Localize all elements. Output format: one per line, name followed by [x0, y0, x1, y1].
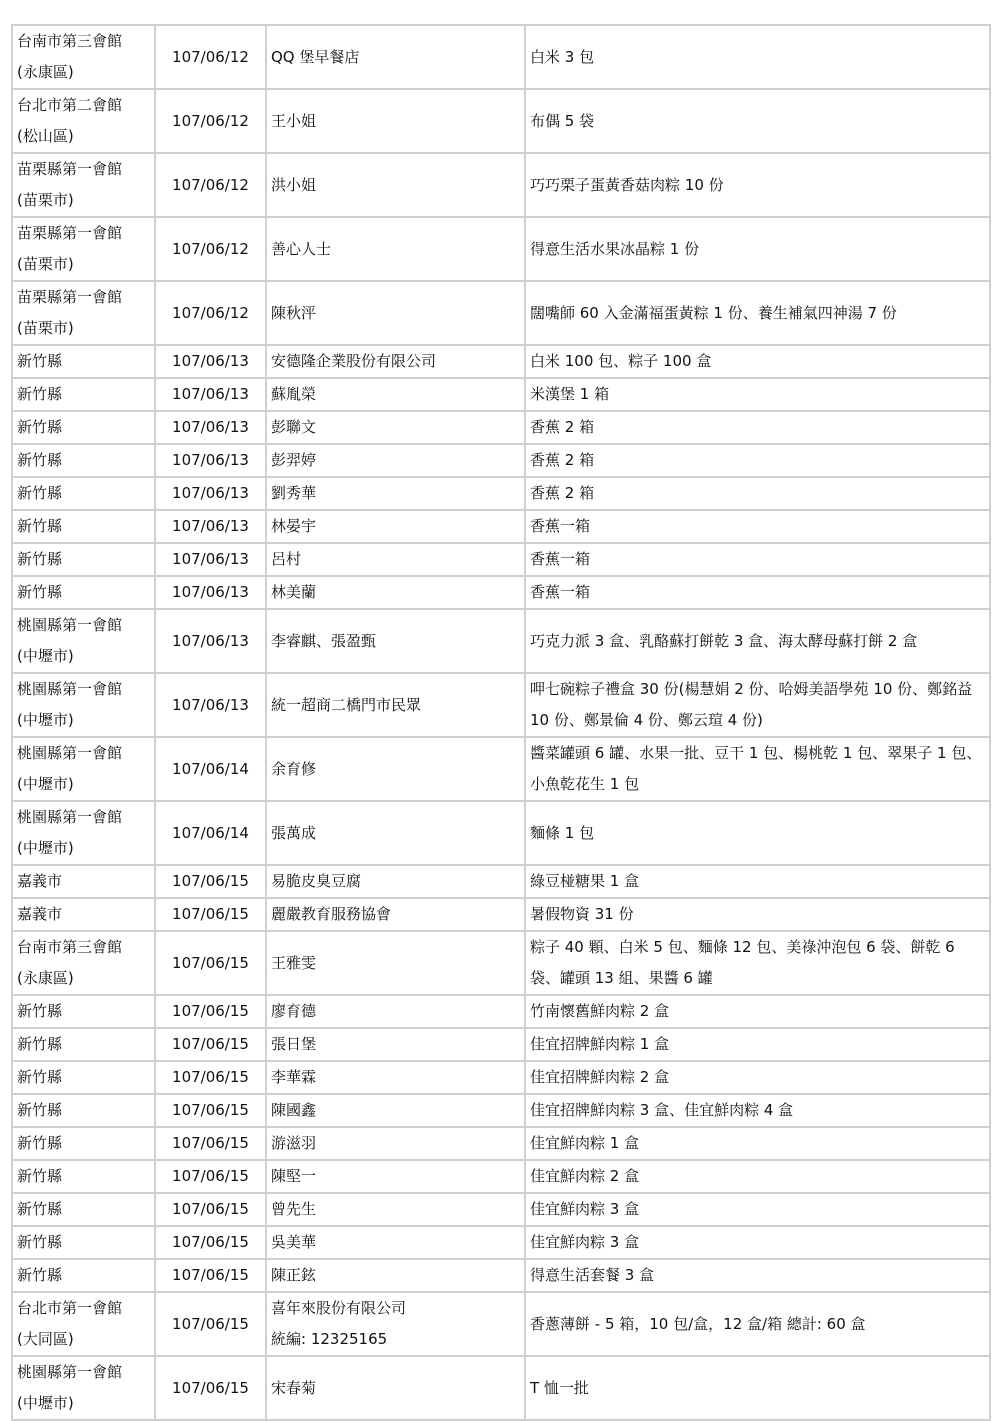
items-cell: 香蕉一箱	[525, 543, 990, 576]
table-row	[12, 444, 990, 477]
items-cell: 布偶 5 袋	[525, 89, 990, 153]
donor-cell	[266, 865, 525, 898]
venue-cell	[12, 609, 155, 673]
donor-cell	[266, 995, 525, 1028]
date-cell: 107/06/13	[155, 543, 266, 576]
venue-line: (中壢市)	[17, 1394, 74, 1412]
date-cell: 107/06/13	[155, 477, 266, 510]
date-cell: 107/06/13	[155, 609, 266, 673]
date-cell: 107/06/13	[155, 673, 266, 737]
venue-cell	[12, 865, 155, 898]
date-cell: 107/06/12	[155, 25, 266, 89]
donor-cell	[266, 89, 525, 153]
date-cell: 107/06/13	[155, 444, 266, 477]
venue-cell	[12, 444, 155, 477]
venue-line: 新竹縣	[17, 1068, 63, 1086]
date-cell: 107/06/15	[155, 1160, 266, 1193]
table-row	[12, 25, 990, 89]
donor-cell	[266, 25, 525, 89]
date-cell: 107/06/14	[155, 801, 266, 865]
venue-line: 桃園縣第一會館	[17, 744, 123, 762]
donor-cell	[266, 576, 525, 609]
date-cell: 107/06/12	[155, 89, 266, 153]
table-row	[12, 1160, 990, 1193]
venue-cell	[12, 1094, 155, 1127]
donor-line: 陳堅一	[271, 1167, 317, 1185]
table-row	[12, 1292, 990, 1356]
date-cell: 107/06/14	[155, 737, 266, 801]
venue-cell	[12, 898, 155, 931]
donor-cell	[266, 153, 525, 217]
venue-cell	[12, 1061, 155, 1094]
table-row	[12, 1094, 990, 1127]
items-cell: 白米 100 包、粽子 100 盒	[525, 345, 990, 378]
items-cell: 佳宜招牌鮮肉粽 3 盒、佳宜鮮肉粽 4 盒	[525, 1094, 990, 1127]
donor-line: 李睿麒、張盈甄	[271, 631, 377, 650]
venue-cell	[12, 995, 155, 1028]
table-row	[12, 1028, 990, 1061]
items-cell: 麵條 1 包	[525, 801, 990, 865]
donor-cell	[266, 510, 525, 543]
items-cell: 佳宜鮮肉粽 1 盒	[525, 1127, 990, 1160]
table-row	[12, 89, 990, 153]
table-row	[12, 1061, 990, 1094]
table-row	[12, 737, 990, 801]
date-cell: 107/06/15	[155, 865, 266, 898]
venue-line: (永康區)	[17, 969, 74, 987]
table-row	[12, 1193, 990, 1226]
items-cell: 佳宜鮮肉粽 3 盒	[525, 1193, 990, 1226]
venue-line: 桃園縣第一會館	[17, 680, 123, 698]
items-cell: 米漢堡 1 箱	[525, 378, 990, 411]
table-row	[12, 217, 990, 281]
donor-cell	[266, 1226, 525, 1259]
venue-cell	[12, 345, 155, 378]
table-row	[12, 510, 990, 543]
venue-cell	[12, 89, 155, 153]
donor-cell	[266, 345, 525, 378]
table-row	[12, 609, 990, 673]
table-row	[12, 576, 990, 609]
venue-cell	[12, 1127, 155, 1160]
venue-line: 苗栗縣第一會館	[17, 160, 123, 178]
date-cell: 107/06/15	[155, 1061, 266, 1094]
venue-line: 新竹縣	[17, 1200, 63, 1218]
date-cell: 107/06/13	[155, 510, 266, 543]
donor-line: 陳國鑫	[271, 1101, 317, 1119]
venue-line: 嘉義市	[17, 872, 63, 890]
date-cell: 107/06/12	[155, 281, 266, 345]
table-row	[12, 411, 990, 444]
venue-cell	[12, 1259, 155, 1292]
venue-line: 嘉義市	[17, 905, 63, 923]
venue-line: (松山區)	[17, 127, 74, 145]
date-cell: 107/06/12	[155, 217, 266, 281]
donor-cell	[266, 1259, 525, 1292]
venue-line: (苗栗市)	[17, 191, 74, 209]
items-cell: 香蕉 2 箱	[525, 477, 990, 510]
donor-line: 林美蘭	[271, 583, 317, 601]
venue-cell	[12, 1292, 155, 1356]
donor-cell	[266, 1028, 525, 1061]
venue-cell	[12, 1028, 155, 1061]
table-row	[12, 345, 990, 378]
venue-line: (苗栗市)	[17, 319, 74, 337]
table-row	[12, 1259, 990, 1292]
items-cell: 闊嘴師 60 入金滿福蛋黃粽 1 份、養生補氣四神湯 7 份	[525, 281, 990, 345]
donor-line: 李華霖	[271, 1068, 317, 1086]
donor-cell	[266, 1160, 525, 1193]
donor-cell	[266, 378, 525, 411]
venue-cell	[12, 378, 155, 411]
venue-line: 苗栗縣第一會館	[17, 288, 123, 306]
items-cell: 綠豆椪糖果 1 盒	[525, 865, 990, 898]
date-cell: 107/06/13	[155, 576, 266, 609]
table-row	[12, 281, 990, 345]
venue-cell	[12, 1160, 155, 1193]
venue-line: 新竹縣	[17, 451, 63, 469]
table-row	[12, 153, 990, 217]
venue-line: 桃園縣第一會館	[17, 1363, 123, 1381]
donor-line: 王小姐	[271, 111, 317, 130]
date-cell: 107/06/15	[155, 1127, 266, 1160]
venue-line: (中壢市)	[17, 711, 74, 729]
venue-cell	[12, 1356, 155, 1420]
venue-line: 新竹縣	[17, 1101, 63, 1119]
table-row	[12, 1127, 990, 1160]
date-cell: 107/06/15	[155, 1259, 266, 1292]
venue-line: 新竹縣	[17, 1035, 63, 1053]
venue-cell	[12, 801, 155, 865]
venue-cell	[12, 576, 155, 609]
table-row	[12, 995, 990, 1028]
donor-cell	[266, 477, 525, 510]
table-row	[12, 898, 990, 931]
items-cell: 竹南懷舊鮮肉粽 2 盒	[525, 995, 990, 1028]
date-cell: 107/06/13	[155, 411, 266, 444]
date-cell: 107/06/12	[155, 153, 266, 217]
donation-record-sheet	[11, 24, 989, 1421]
table-row	[12, 378, 990, 411]
donor-line: 曾先生	[271, 1200, 317, 1218]
donor-cell	[266, 1094, 525, 1127]
items-cell: 粽子 40 顆、白米 5 包、麵條 12 包、美祿沖泡包 6 袋、餅乾 6 袋、罐頭 13 組、果醬 6 罐	[525, 931, 990, 995]
venue-line: 新竹縣	[17, 1002, 63, 1020]
table-row	[12, 477, 990, 510]
table-row	[12, 543, 990, 576]
venue-cell	[12, 153, 155, 217]
venue-line: (中壢市)	[17, 839, 74, 857]
items-cell: 得意生活水果冰晶粽 1 份	[525, 217, 990, 281]
items-cell: 香蔥薄餅 - 5 箱，10 包/盒，12 盒/箱 總計: 60 盒	[525, 1292, 990, 1356]
items-cell: 佳宜招牌鮮肉粽 1 盒	[525, 1028, 990, 1061]
venue-line: (中壢市)	[17, 647, 74, 665]
venue-line: 台北市第二會館	[17, 96, 123, 114]
date-cell: 107/06/15	[155, 898, 266, 931]
venue-cell	[12, 1226, 155, 1259]
date-cell: 107/06/15	[155, 931, 266, 995]
items-cell: 呷七碗粽子禮盒 30 份(楊慧娟 2 份、哈姆美語學苑 10 份、鄭銘益 10 份、鄭景倫 4 份、鄭云瑄 4 份)	[525, 673, 990, 737]
donor-line: 陳秋泙	[271, 303, 317, 322]
donor-line: 統一超商二橋門市民眾	[271, 695, 422, 714]
venue-line: 新竹縣	[17, 1266, 63, 1284]
venue-line: 新竹縣	[17, 517, 63, 535]
donor-line: 彭羿婷	[271, 451, 317, 469]
venue-cell	[12, 931, 155, 995]
items-cell: 香蕉一箱	[525, 576, 990, 609]
donor-line: 陳正鉉	[271, 1266, 317, 1284]
venue-cell	[12, 217, 155, 281]
donor-line: 善心人士	[271, 239, 332, 258]
venue-cell	[12, 281, 155, 345]
venue-line: 桃園縣第一會館	[17, 808, 123, 826]
table-row	[12, 1226, 990, 1259]
donation-table	[11, 24, 991, 1421]
date-cell: 107/06/13	[155, 345, 266, 378]
donor-line: 廖育德	[271, 1002, 317, 1020]
venue-cell	[12, 1193, 155, 1226]
venue-cell	[12, 510, 155, 543]
donor-cell	[266, 673, 525, 737]
venue-line: 苗栗縣第一會館	[17, 224, 123, 242]
donor-line: 喜年來股份有限公司	[271, 1299, 407, 1317]
donor-line: 游滋羽	[271, 1134, 317, 1152]
donor-cell	[266, 281, 525, 345]
items-cell: 佳宜鮮肉粽 3 盒	[525, 1226, 990, 1259]
venue-cell	[12, 737, 155, 801]
venue-cell	[12, 673, 155, 737]
venue-cell	[12, 25, 155, 89]
items-cell: 得意生活套餐 3 盒	[525, 1259, 990, 1292]
venue-line: 新竹縣	[17, 352, 63, 370]
venue-line: 新竹縣	[17, 418, 63, 436]
venue-line: 台北市第一會館	[17, 1299, 123, 1317]
donor-line: 林晏宇	[271, 517, 317, 535]
donor-line: 張日堡	[271, 1035, 317, 1053]
items-cell: T 恤一批	[525, 1356, 990, 1420]
donor-cell	[266, 898, 525, 931]
venue-line: 台南市第三會館	[17, 938, 123, 956]
items-cell: 白米 3 包	[525, 25, 990, 89]
venue-cell	[12, 477, 155, 510]
venue-line: 新竹縣	[17, 385, 63, 403]
donor-line: 易脆皮臭豆腐	[271, 872, 362, 890]
venue-line: (永康區)	[17, 63, 74, 81]
items-cell: 暑假物資 31 份	[525, 898, 990, 931]
venue-line: (苗栗市)	[17, 255, 74, 273]
items-cell: 香蕉 2 箱	[525, 411, 990, 444]
table-row	[12, 673, 990, 737]
donor-cell	[266, 801, 525, 865]
donor-cell	[266, 1193, 525, 1226]
donor-line: 蘇胤榮	[271, 385, 317, 403]
donor-line: 余育修	[271, 759, 317, 778]
donation-table-body	[12, 25, 990, 1420]
venue-line: 台南市第三會館	[17, 32, 123, 50]
items-cell: 佳宜鮮肉粽 2 盒	[525, 1160, 990, 1193]
donor-line: 呂村	[271, 550, 302, 568]
donor-line: 洪小姐	[271, 175, 317, 194]
donor-line: 彭聯文	[271, 418, 317, 436]
table-row	[12, 1356, 990, 1420]
donor-line: 吳美華	[271, 1233, 317, 1251]
date-cell: 107/06/15	[155, 1028, 266, 1061]
donor-line: 王雅雯	[271, 953, 317, 972]
venue-line: 桃園縣第一會館	[17, 616, 123, 634]
donor-line: 劉秀華	[271, 484, 317, 502]
donor-line: 張萬成	[271, 823, 317, 842]
items-cell: 香蕉 2 箱	[525, 444, 990, 477]
venue-line: 新竹縣	[17, 583, 63, 601]
donor-cell	[266, 1061, 525, 1094]
table-row	[12, 865, 990, 898]
donor-cell	[266, 543, 525, 576]
date-cell: 107/06/15	[155, 1193, 266, 1226]
venue-cell	[12, 411, 155, 444]
donor-cell	[266, 444, 525, 477]
donor-cell	[266, 217, 525, 281]
venue-line: 新竹縣	[17, 1134, 63, 1152]
venue-line: 新竹縣	[17, 484, 63, 502]
venue-line: (中壢市)	[17, 775, 74, 793]
table-row	[12, 931, 990, 995]
donor-cell	[266, 411, 525, 444]
venue-line: 新竹縣	[17, 1167, 63, 1185]
donor-line: 安德隆企業股份有限公司	[271, 352, 437, 370]
donor-cell	[266, 609, 525, 673]
venue-line: 新竹縣	[17, 1233, 63, 1251]
date-cell: 107/06/15	[155, 1292, 266, 1356]
donor-line: QQ 堡早餐店	[271, 47, 360, 66]
date-cell: 107/06/15	[155, 1094, 266, 1127]
donor-cell	[266, 1292, 525, 1356]
donor-cell	[266, 931, 525, 995]
items-cell: 醬菜罐頭 6 罐、水果一批、豆干 1 包、楊桃乾 1 包、翠果子 1 包、小魚乾花生 1 包	[525, 737, 990, 801]
donor-cell	[266, 1356, 525, 1420]
date-cell: 107/06/15	[155, 1226, 266, 1259]
donor-line: 麗嚴教育服務協會	[271, 905, 392, 923]
donor-line: 宋春菊	[271, 1378, 317, 1397]
date-cell: 107/06/15	[155, 1356, 266, 1420]
items-cell: 巧克力派 3 盒、乳酪蘇打餅乾 3 盒、海太酵母蘇打餅 2 盒	[525, 609, 990, 673]
table-row	[12, 801, 990, 865]
venue-line: 新竹縣	[17, 550, 63, 568]
date-cell: 107/06/13	[155, 378, 266, 411]
items-cell: 巧巧栗子蛋黃香菇肉粽 10 份	[525, 153, 990, 217]
items-cell: 香蕉一箱	[525, 510, 990, 543]
venue-line: (大同區)	[17, 1330, 74, 1348]
donor-line: 統編: 12325165	[271, 1330, 388, 1348]
donor-cell	[266, 737, 525, 801]
date-cell: 107/06/15	[155, 995, 266, 1028]
donor-cell	[266, 1127, 525, 1160]
items-cell: 佳宜招牌鮮肉粽 2 盒	[525, 1061, 990, 1094]
venue-cell	[12, 543, 155, 576]
